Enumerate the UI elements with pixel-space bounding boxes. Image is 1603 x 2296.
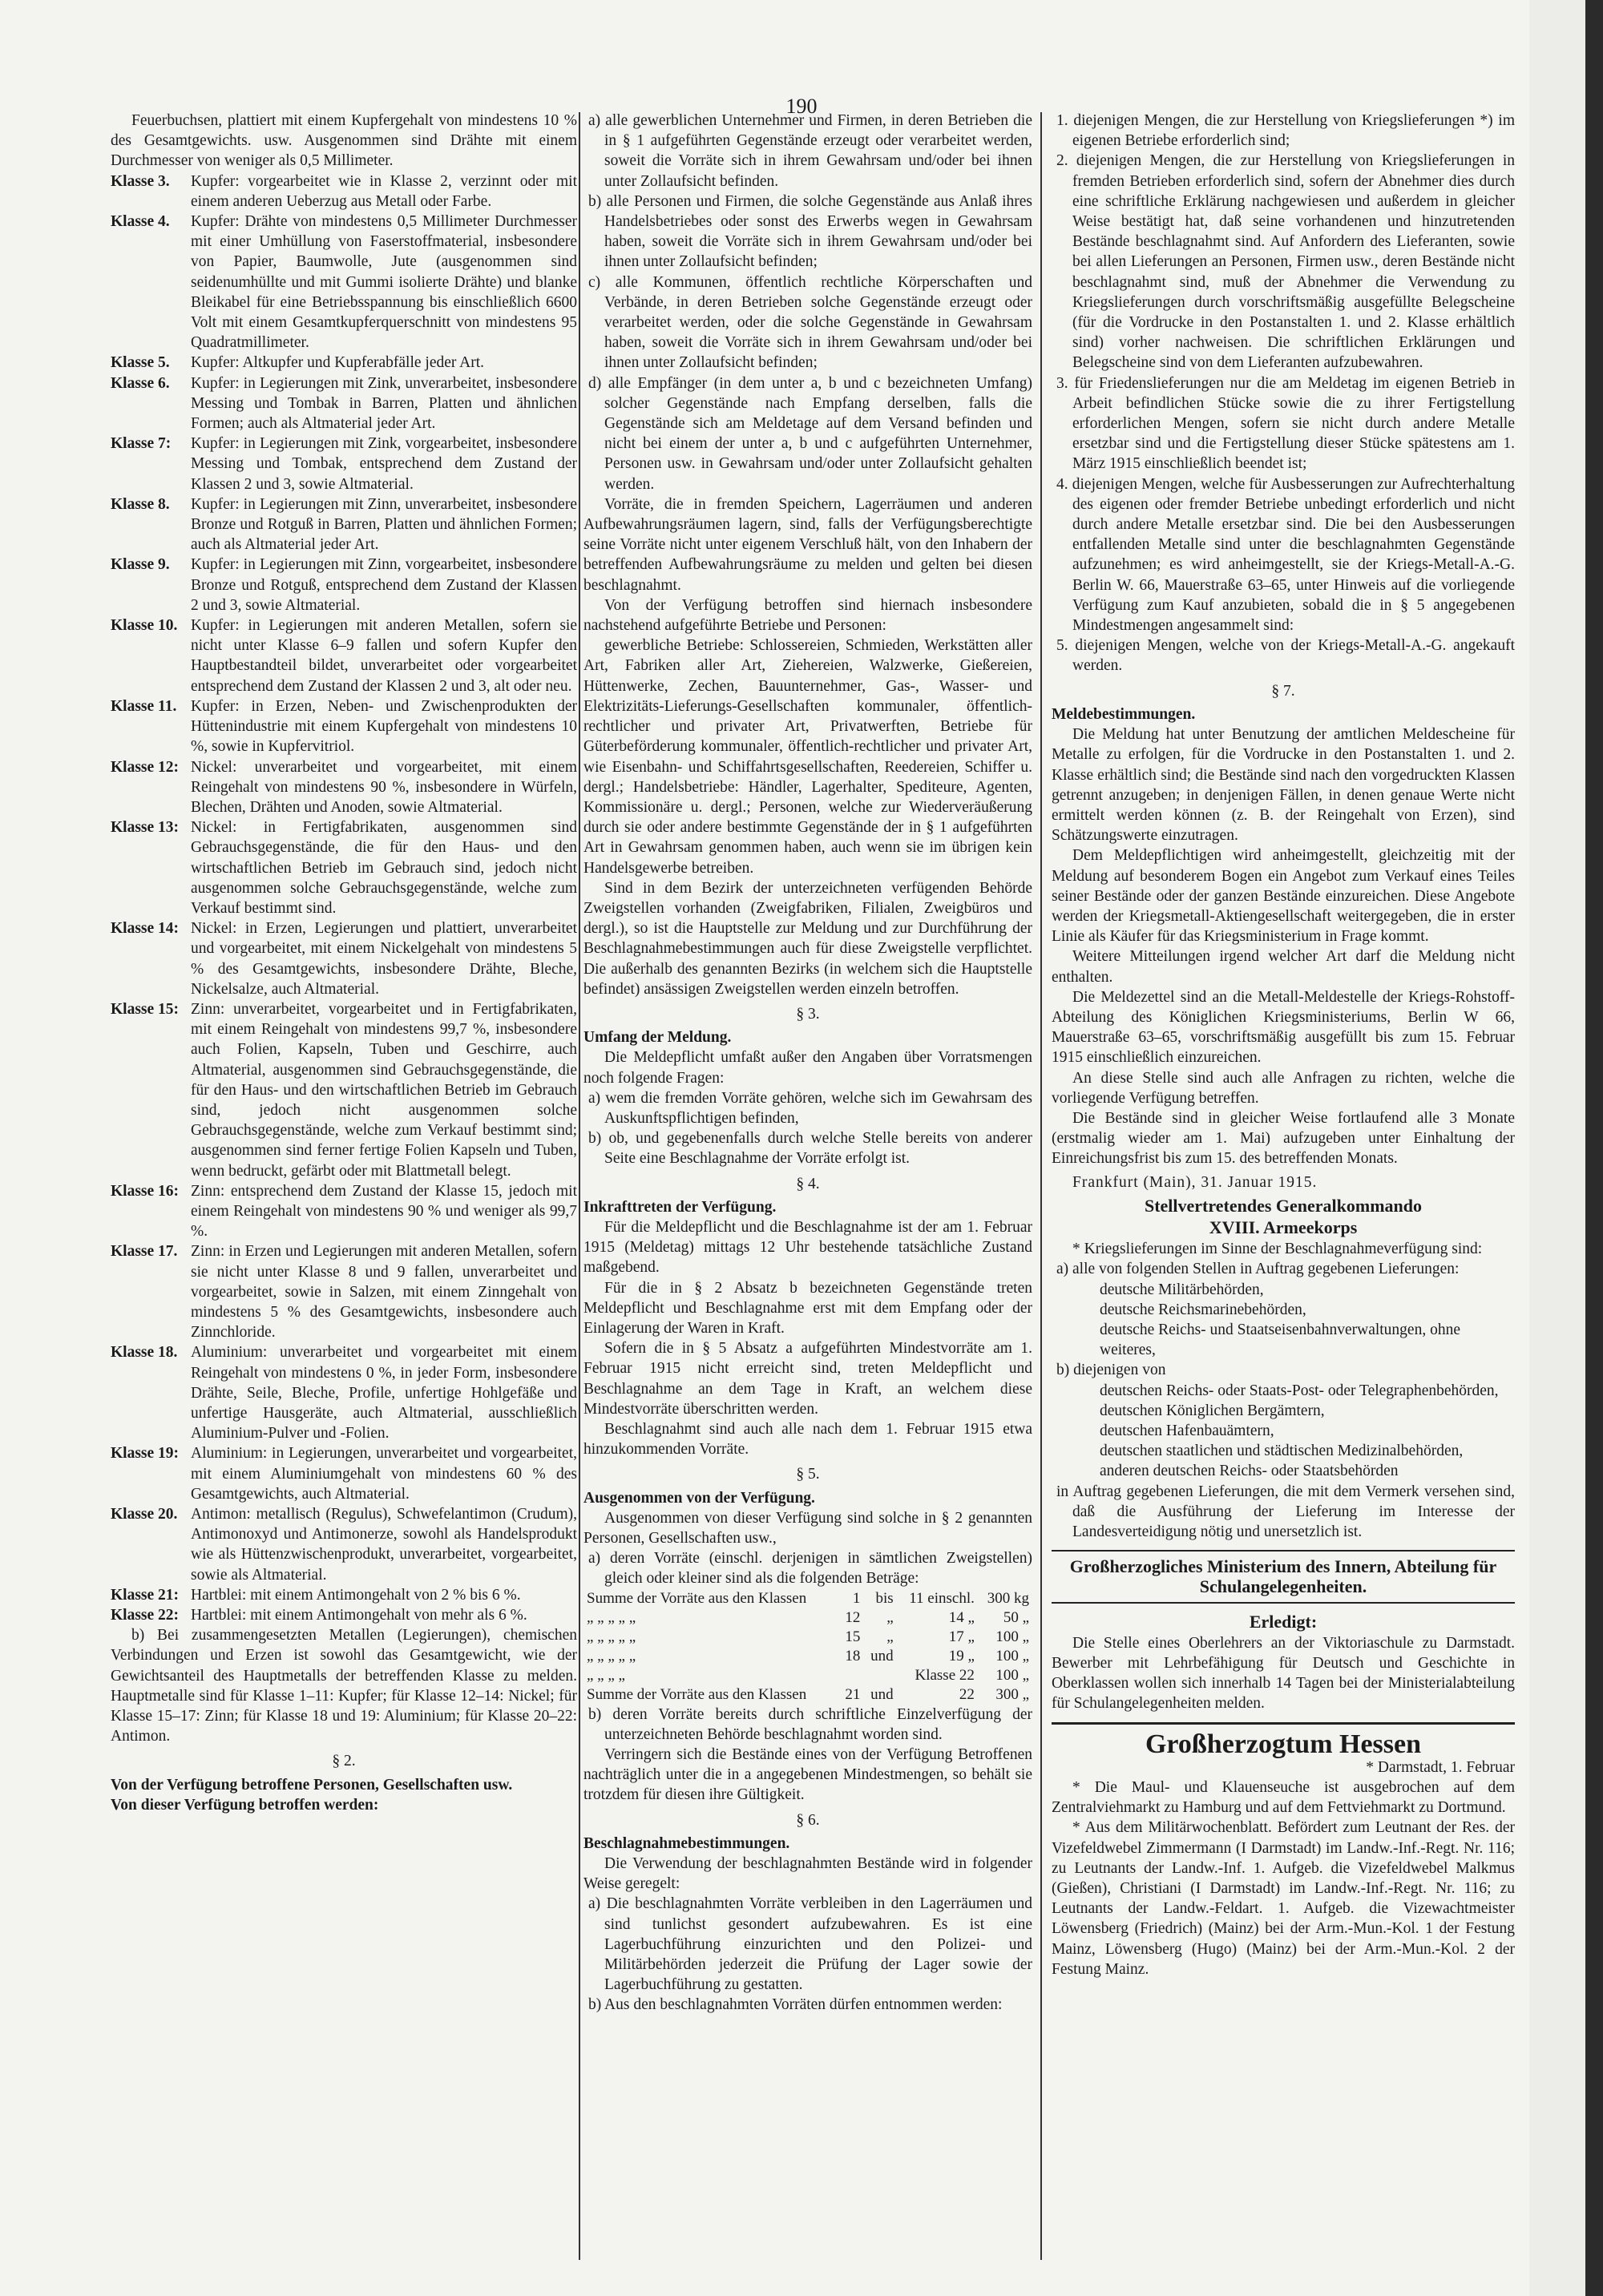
klasse-text: Kupfer: vorgearbeitet wie in Klasse 2, verzinnt oder mit einem anderen Ueberzug aus Metall oder Farbe. [191, 172, 577, 210]
section-number: § 3. [796, 1005, 820, 1023]
klasse-text: Kupfer: in Legierungen mit anderen Metallen, sofern sie nicht unter Klasse 6–9 fallen und sofern Kupfer den Hauptbestandteil bildet, unverarbeitet oder vorgearbeitet entsprechend dem Zustand der Klassen 2 und 3, alt oder neu. [191, 617, 577, 695]
klasse-text: Zinn: entsprechend dem Zustand der Klasse 15, jedoch mit einem Reingehalt von mindestens 90 % und weniger als 99,7 %. [191, 1182, 577, 1241]
paragraph: Ausgenommen von dieser Verfügung sind solche in § 2 genannten Personen, Gesellschaften usw., [583, 1509, 1032, 1547]
table-cell: „ [886, 1628, 894, 1645]
klasse-label: Klasse 16: [111, 1182, 180, 1200]
table-cell: Summe der Vorräte aus den Klassen [587, 1685, 807, 1703]
klasse-text: Nickel: unverarbeitet und vorgearbeitet, mit einem Reingehalt von mindestens 90 %, insbesondere in Würfeln, Blechen, Drähten und Anoden, sowie Altmaterial. [191, 758, 577, 816]
table-cell: 12 [845, 1608, 861, 1626]
paragraph: An diese Stelle sind auch alle Anfragen zu richten, welche die vorliegende Verfügung betreffen. [1052, 1069, 1515, 1107]
table-cell: 100 „ [995, 1628, 1029, 1645]
klasse-text: Zinn: unverarbeitet, vorgearbeitet und in Fertigfabrikaten, mit einem Reingehalt von mindestens 99,7 %, insbesondere auch Folien, Kapseln, Tuben und Geschirre, auch Altmaterial, ausgenommen sind Gebrauchsgegenstände, die für den Haus- und den wirtschaftlichen Betrieb im Gebrauch sind, jedoch nicht ausgenommen solche Gebrauchsgegenstände, welche zum Verkauf bestimmt sind; ausgenommen sind ferner fertige Folien Kapseln und Tuben, wenn bedruckt, gefärbt oder mit Blattmetall belegt. [191, 1000, 577, 1180]
klasse-label: Klasse 17. [111, 1243, 178, 1261]
klasse-entry [111, 555, 577, 615]
klasse-text: Nickel: in Fertigfabrikaten, ausgenommen sind Gebrauchsgegenstände, die für den Haus- und den wirtschaftlichen Betrieb im Gebrauch sind, jedoch nicht ausgenommen solche Gebrauchsgegenstände, welche zum Verkauf bestimmt sind. [191, 819, 577, 917]
table-cell: bis [875, 1589, 894, 1607]
paragraph: Sind in dem Bezirk der unterzeichneten verfügenden Behörde Zweigstellen vorhanden (Zweigfabriken, Filialen, Zweigbüros und dergl.), so ist die Hauptstelle zur Meldung und zur Durchführung der Beschlagnahmebestimmungen auch für diese Zweigstelle verpflichtet. Die außerhalb des genannten Bezirks (in welchem sich die Hauptstelle befindet) ansässigen Zweigstellen werden einzeln betroffen. [583, 879, 1032, 998]
klasse-label: Klasse 9. [111, 556, 170, 574]
klasse-entry [111, 1241, 577, 1342]
centered-heading: Stellvertretendes Generalkommando [1144, 1195, 1423, 1216]
table-cell: 14 „ [948, 1608, 975, 1626]
section-heading: Inkrafttreten der Verfügung. [583, 1198, 777, 1216]
list-item: a) alle gewerblichen Unternehmer und Firmen, in deren Betrieben die in § 1 aufgeführten Gegenstände erzeugt oder verarbeitet werden, soweit die Vorräte sich in ihrem Gewahrsam und/oder bei ihnen unter Zollaufsicht befinden. [588, 112, 1032, 190]
klasse-entry [111, 171, 577, 212]
klasse-entry [111, 434, 577, 494]
list-item: b) ob, und gegebenenfalls durch welche Stelle bereits von anderer Seite eine Beschlagnahme der Vorräte erfolgt ist. [588, 1130, 1032, 1168]
klasse-label: Klasse 19: [111, 1445, 180, 1463]
klasse-entry [111, 918, 577, 999]
table-cell: 22 [959, 1685, 975, 1703]
klasse-entry [111, 1504, 577, 1585]
klasse-label: Klasse 7: [111, 435, 172, 453]
section-heading: Umfang der Meldung. [583, 1029, 732, 1047]
sub-item: anderen deutschen Reichs- oder Staatsbehörden [1100, 1463, 1399, 1480]
sub-item: deutsche Militärbehörden, [1100, 1281, 1264, 1298]
klasse-entry [111, 696, 577, 757]
list-item: 3. für Friedenslieferungen nur die am Meldetag im eigenen Betrieb in Arbeit befindlichen Stücke sowie die zu ihrer Fertigstellung erforderlichen Mengen, sofern sie nicht durch andere Metalle ersetzbar sind und die Fertigstellung dieser Stücke spätestens am 1. März 1915 einschließlich beendet ist; [1056, 374, 1515, 473]
paragraph: Dem Meldepflichtigen wird anheimgestellt, gleichzeitig mit der Meldung auf besonderem Bogen ein Angebot zum Verkauf eines Teiles seiner Bestände oder der ganzen Bestände einzureichen. Diese Angebote werden der Kriegsmetall-Aktiengesellschaft weitergegeben, die in erster Linie als Käufer für das Kriegsministerium in Frage kommt. [1052, 847, 1515, 946]
page-margin [1529, 0, 1585, 2296]
klasse-text: Nickel: in Erzen, Legierungen und plattiert, unverarbeitet und vorgearbeitet, mit einem Nickelgehalt von mindestens 5 % des Gesamtgewichts, insbesondere Drähte, Bleche, Nickelsalze, auch Altmaterial. [191, 920, 577, 998]
table-cell: und [870, 1685, 894, 1703]
paragraph: * Die Maul- und Klauenseuche ist ausgebrochen auf dem Zentralviehmarkt zu Hamburg und auf dem Fettviehmarkt zu Dortmund. [1052, 1779, 1515, 1817]
table-cell: 18 [845, 1647, 861, 1664]
klasse-label: Klasse 14: [111, 920, 180, 938]
paragraph: Die Meldezettel sind an die Metall-Meldestelle der Kriegs-Rohstoff-Abteilung des Königlichen Kriegsministeriums, Berlin W 66, Mauerstraße 63–65, vorschriftsmäßig ausgefüllt bis zum 15. Februar 1915 einschließlich einzureichen. [1052, 988, 1515, 1067]
table-cell: 21 [845, 1685, 861, 1703]
section-heading: Von dieser Verfügung betroffen werden: [111, 1796, 379, 1814]
list-item: b) Aus den beschlagnahmten Vorräten dürfen entnommen werden: [588, 1996, 1003, 2014]
table-row [583, 1628, 1032, 1647]
section-heading: Beschlagnahmebestimmungen. [583, 1834, 790, 1852]
column-1 [111, 111, 577, 1815]
table-row [583, 1589, 1032, 1608]
list-item: 2. diejenigen Mengen, die zur Herstellung von Kriegslieferungen in fremden Betrieben erforderlich sind, sofern der Abnehmer dies durch eine schriftliche Erklärung nachgewiesen und außerdem in gleicher Weise bestätigt hat, daß seine vorhandenen und hinzutretenden Bestände beschlagnahmt sind. Auf Anfordern des Lieferanten, sowie bei allen Lieferungen an Personen, Firmen usw., deren Bestände nicht beschlagnahmt sind, muß der Abnehmer die Verwendung zu Kriegslieferungen durch vorschriftsmäßig ausgefüllte Belegscheine (für die Vordrucke in den Postanstalten 1. und 2. Klasse erhältlich sind) vorher nachweisen. Die schriftlichen Erklärungen und Belegscheine sind von dem Lieferanten aufzubewahren. [1056, 152, 1515, 372]
table-cell: und [870, 1647, 894, 1664]
table-cell: Summe der Vorräte aus den Klassen [587, 1589, 807, 1607]
klasse-label: Klasse 13: [111, 819, 180, 837]
table-cell: 100 „ [995, 1666, 1029, 1684]
klasse-entry [111, 1342, 577, 1443]
sub-item: deutschen Hafenbauämtern, [1100, 1422, 1274, 1439]
klasse-label: Klasse 12: [111, 758, 180, 776]
table-cell: „ „ „ „ [587, 1666, 625, 1684]
paragraph: gewerbliche Betriebe: Schlossereien, Schmieden, Werkstätten aller Art, Fabriken aller Art, Ziehereien, Walzwerke, Gießereien, Hüttenwerke, Zechen, Bauunternehmer, Gas-, Wasser- und Elektrizitäts-Lieferungs-Gesellschaften kommunaler, öffentlich-rechtlicher und privater Art, Privatwerften, Betriebe für Güterbeförderung kommunaler, öffentlich-rechtlicher und privater Art, wie Eisenbahn- und Schiffahrtsgesellschaften, Reedereien, Schiffer u. dergl.; Handelsbetriebe: Händler, Lagerhalter, Spediteure, Agenten, Kommissionäre u. dergl.; Personen, welche zur Wiederveräußerung durch sie oder andere bestimmte Gegenstände der in § 1 aufgeführten Art in Gewahrsam genommen haben, auch wenn sie im übrigen kein Handelsgewerbe betreiben. [583, 637, 1032, 877]
column-3 [1052, 111, 1515, 1979]
klasse-label: Klasse 4. [111, 213, 170, 231]
paragraph: Die Meldung hat unter Benutzung der amtlichen Meldescheine für Metalle zu erfolgen, für die Vordrucke in den Postanstalten 1. und 2. Klasse erhältlich sind; die Bestände sind nach den vorgedruckten Klassen getrennt anzugeben; in denjenigen Fällen, in denen genaue Werte nicht ermittelt werden können (z. B. der Reingehalt von Erzen), sind Schätzungswerte einzutragen. [1052, 726, 1515, 845]
paragraph: Weitere Mitteilungen irgend welcher Art darf die Meldung nicht enthalten. [1052, 948, 1515, 986]
table-row [583, 1666, 1032, 1685]
paragraph: * Aus dem Militärwochenblatt. Befördert zum Leutnant der Res. der Vizefeldwebel Zimmermann (I Darmstadt) im Landw.-Inf.-Regt. Nr. 116; zu Leutnants der Landw.-Inf. 1. Aufgeb. die Vizefeldwebel Malkmus (Gießen), Christiani (I Darmstadt) im Landw.-Inf.-Regt. Nr. 116; zu Leutnants der Landw.-Feldart. 1. Aufgeb. die Vizewachtmeister Löwensberg (Friedrich) (Mainz) bei der Arm.-Mun.-Kol. 1 der Festung Mainz, Löwensberg (Hugo) (Mainz) bei der Arm.-Mun.-Kol. 2 der Festung Mainz. [1052, 1819, 1515, 1978]
list-item: b) diejenigen von [1056, 1362, 1166, 1379]
paragraph: Die Verwendung der beschlagnahmten Bestände wird in folgender Weise geregelt: [583, 1855, 1032, 1893]
klasse-entry [111, 1181, 577, 1242]
list-item: b) alle Personen und Firmen, die solche Gegenstände aus Anlaß ihres Handelsbetriebes oder sonst des Erwerbs wegen in Gewahrsam haben, soweit die Vorräte sich in ihrem Gewahrsam und/oder bei ihnen unter Zollaufsicht befinden; [588, 192, 1032, 271]
klasse-text: Kupfer: in Legierungen mit Zink, unverarbeitet, insbesondere Messing und Tombak in Barren, Platten und ähnlichen Formen; auch als Altmaterial jeder Art. [191, 374, 577, 433]
paragraph: Beschlagnahmt sind auch alle nach dem 1. Februar 1915 etwa hinzukommenden Vorräte. [583, 1421, 1032, 1459]
paragraph: Feuerbuchsen, plattiert mit einem Kupfergehalt von mindestens 10 % des Gesamtgewichts. usw. Ausgenommen sind Drähte mit einem Durchmesser von weniger als 0,5 Millimeter. [111, 112, 577, 170]
klasse-entry [111, 757, 577, 818]
klasse-entry [111, 615, 577, 696]
section-heading: Ausgenommen von der Verfügung. [583, 1489, 815, 1507]
klasse-entry [111, 999, 577, 1181]
list-item: b) deren Vorräte bereits durch schriftliche Einzelverfügung der unterzeichneten Behörde beschlagnahmt worden sind. [588, 1705, 1032, 1743]
klasse-entry [111, 494, 577, 555]
klasse-entry [111, 1443, 577, 1504]
klasse-label: Klasse 8. [111, 495, 170, 513]
klasse-text: Kupfer: in Legierungen mit Zink, vorgearbeitet, insbesondere Messing und Tombak, entsprechend dem Zustand der Klassen 2 und 3, sowie Altmaterial. [191, 435, 577, 493]
paragraph: b) Bei zusammengesetzten Metallen (Legierungen), chemischen Verbindungen und Erzen ist sowohl das Gesamtgewicht, wie der Gewichtsanteil des Hauptmetalls der betreffenden Klasse zu melden. Hauptmetalle sind für Klasse 1–11: Kupfer; für Klasse 12–14: Nickel; für Klasse 15–17: Zinn; für Klasse 18 und 19: Aluminium; für Klasse 20–22: Antimon. [111, 1627, 577, 1745]
sub-item: deutsche Reichs- und Staatseisenbahnverwaltungen, ohne weiteres, [1100, 1321, 1460, 1359]
section-heading: Meldebestimmungen. [1052, 705, 1196, 723]
region-heading: Großherzogtum Hessen [1052, 1722, 1515, 1754]
signature-dateline: Frankfurt (Main), 31. Januar 1915. [1072, 1173, 1318, 1191]
table-cell: „ „ „ „ „ [587, 1647, 636, 1664]
klasse-entry [111, 817, 577, 918]
paragraph: Für die Meldepflicht und die Beschlagnahme ist der am 1. Februar 1915 (Meldetag) mittags 12 Uhr bestehende tatsächliche Zustand maßgebend. [583, 1218, 1032, 1277]
klasse-entry [111, 1605, 577, 1625]
sub-item: deutschen Königlichen Bergämtern, [1100, 1402, 1325, 1419]
klasse-label: Klasse 6. [111, 374, 170, 392]
table-cell: 50 „ [1003, 1608, 1029, 1626]
list-item: 4. diejenigen Mengen, welche für Ausbesserungen zur Aufrechterhaltung des eigenen oder fremder Betriebe unbedingt erforderlich und nicht durch andere Metalle ersetzbar sind. Die bei den Ausbesserungen entfallenden Metalle sind unter die beschlagnahmten Gegenstände aufzunehmen; es wird anheimgestellt, sie der Kriegs-Metall-A.-G. Berlin W. 66, Mauerstraße 63–65, unter Hinweis auf die vorliegende Verfügung zum Kauf anzubieten, sobald die in § 5 angegebenen Mindestmengen angesammelt sind: [1056, 475, 1515, 635]
table-cell: 11 einschl. [909, 1589, 975, 1607]
klasse-text: Zinn: in Erzen und Legierungen mit anderen Metallen, sofern sie nicht unter Klasse 8 und 9 fallen, unverarbeitet und vorgearbeitet, sowie in Salzen, mit einem Zinngehalt von mindestens 5 % des Gesamtgewichts, insbesondere auch Zinnchloride. [191, 1243, 577, 1342]
list-item: in Auftrag gegebenen Lieferungen, die mit dem Vermerk versehen sind, daß die Ausführung der Lieferung im Interesse der Landesverteidigung nötig und unersetzlich ist. [1056, 1483, 1515, 1541]
klasse-label: Klasse 3. [111, 172, 170, 190]
table-cell: Klasse 22 [915, 1666, 975, 1684]
scan-edge [1585, 0, 1603, 2296]
paragraph: Von der Verfügung betroffen sind hiernach insbesondere nachstehend aufgeführte Betriebe und Personen: [583, 596, 1032, 635]
klasse-entry [111, 212, 577, 353]
klasse-text: Hartblei: mit einem Antimongehalt von mehr als 6 %. [191, 1607, 527, 1624]
klasse-label: Klasse 15: [111, 1000, 180, 1018]
klasse-entry [111, 373, 577, 434]
minimum-stock-table [583, 1589, 1032, 1705]
klasse-text: Kupfer: in Legierungen mit Zinn, unverarbeitet, insbesondere Bronze und Rotguß in Barren, Platten und ähnlichen Formen; auch als Altmaterial jeder Art. [191, 495, 577, 554]
table-cell: 300 kg [987, 1589, 1029, 1607]
table-cell: „ [886, 1608, 894, 1626]
klasse-label: Klasse 5. [111, 354, 170, 372]
list-item: a) alle von folgenden Stellen in Auftrag gegebenen Lieferungen: [1056, 1261, 1460, 1278]
paragraph: Die Bestände sind in gleicher Weise fortlaufend alle 3 Monate (erstmalig wieder am 1. Mai) aufzugeben unter Einhaltung der Einreichungsfrist bis zum 15. des betreffenden Monats. [1052, 1109, 1515, 1168]
klasse-label: Klasse 21: [111, 1586, 180, 1604]
table-cell: 300 „ [995, 1685, 1029, 1703]
klasse-entry [111, 1585, 577, 1605]
klasse-text: Kupfer: in Legierungen mit Zinn, vorgearbeitet, insbesondere Bronze und Rotguß, entsprechend dem Zustand der Klassen 2 und 3, sowie Altmaterial. [191, 556, 577, 614]
klasse-text: Kupfer: Altkupfer und Kupferabfälle jeder Art. [191, 354, 485, 372]
table-cell: „ „ „ „ „ [587, 1628, 636, 1645]
sub-item: deutsche Reichsmarinebehörden, [1100, 1301, 1306, 1318]
paragraph: Die Meldepflicht umfaßt außer den Angaben über Vorratsmengen noch folgende Fragen: [583, 1049, 1032, 1087]
klasse-label: Klasse 11. [111, 697, 177, 715]
list-item: a) Die beschlagnahmten Vorräte verbleiben in den Lagerräumen und sind tunlichst gesondert aufzubewahren. Es ist eine Lagerbuchführung einzurichten und den Polizei- und Militärbehörden jederzeit die Prüfung der Lager sowie der Lagerbuchführung zu gestatten. [588, 1895, 1032, 1994]
table-cell: 17 „ [948, 1628, 975, 1645]
section-heading: Von der Verfügung betroffene Personen, Gesellschaften usw. [111, 1776, 513, 1794]
table-cell: 15 [845, 1628, 861, 1645]
section-number: § 4. [796, 1175, 820, 1192]
klasse-label: Klasse 20. [111, 1506, 178, 1523]
centered-heading: XVIII. Armeekorps [1209, 1217, 1358, 1237]
paragraph: Verringern sich die Bestände eines von der Verfügung Betroffenen nachträglich unter die in a angegebenen Mindestmengen, so behält sie trotzdem für diesen ihre Gültigkeit. [583, 1746, 1032, 1804]
table-cell: 100 „ [995, 1647, 1029, 1664]
table-row [583, 1685, 1032, 1705]
klasse-text: Aluminium: in Legierungen, unverarbeitet und vorgearbeitet, mit einem Aluminiumgehalt von mindestens 60 % des Gesamtgewichts, auch Altmaterial. [191, 1445, 577, 1503]
list-item: d) alle Empfänger (in dem unter a, b und c bezeichneten Umfang) solcher Gegenstände nach Empfang derselben, falls die Gegenstände sich am Meldetage auf dem Versand befinden und nicht bei einem der unter a, b und c aufgeführten Unternehmer, Personen usw. in Gewahrsam und/oder unter Zollaufsicht gehalten werden. [588, 374, 1032, 493]
klasse-text: Kupfer: in Erzen, Neben- und Zwischenprodukten der Hüttenindustrie mit einem Kupfergehalt von mindestens 10 %, sowie in Kupfervitriol. [191, 697, 577, 756]
column-2 [583, 111, 1032, 2016]
klasse-entry [111, 353, 577, 373]
section-number: § 7. [1271, 682, 1295, 700]
table-cell: 1 [852, 1589, 861, 1607]
klasse-label: Klasse 10. [111, 617, 178, 635]
list-item: a) wem die fremden Vorräte gehören, welche sich im Gewahrsam des Auskunftspflichtigen befinden, [588, 1089, 1032, 1127]
list-item: a) deren Vorräte (einschl. derjenigen in sämtlichen Zweigstellen) gleich oder kleiner sind als die folgenden Beträge: [588, 1550, 1032, 1588]
ministry-heading: Großherzogliches Ministerium des Innern, Abteilung für Schulangelegenheiten. [1052, 1550, 1515, 1603]
page-number: 190 [785, 95, 818, 118]
column-divider [579, 112, 580, 2260]
list-item: 5. diejenigen Mengen, welche von der Kriegs-Metall-A.-G. angekauft werden. [1056, 637, 1515, 675]
klasse-text: Antimon: metallisch (Regulus), Schwefelantimon (Crudum), Antimonoxyd und Antimonerze, sowohl als Handelsprodukt wie als Hüttenzwischenprodukt, unverarbeitet, vorgearbeitet, sowie als Altmaterial. [191, 1506, 577, 1584]
klasse-label: Klasse 18. [111, 1344, 178, 1362]
dateline: * Darmstadt, 1. Februar [1366, 1758, 1515, 1776]
paragraph: Die Stelle eines Oberlehrers an der Viktoriaschule zu Darmstadt. Bewerber mit Lehrbefähigung für Deutsch und Geschichte in Oberklassen wollen sich innerhalb 14 Tagen bei der Ministerialabteilung für Schulangelegenheiten melden. [1052, 1634, 1515, 1713]
list-item: c) alle Kommunen, öffentlich rechtliche Körperschaften und Verbände, in deren Betrieben solche Gegenstände erzeugt oder verarbeitet werden, oder die solche Gegenstände in Gewahrsam haben, soweit die Vorräte sich in ihrem Gewahrsam und/oder bei ihnen unter Zollaufsicht befinden; [588, 273, 1032, 372]
klasse-text: Kupfer: Drähte von mindestens 0,5 Millimeter Durchmesser mit einer Umhüllung von Faserstoffmaterial, insbesondere von Papier, Baumwolle, Jute (ausgenommen sind seidenumhüllte und mit Gummi isolierte Drähte) und blanke Bleikabel für eine Betriebsspannung bis einschließlich 6600 Volt mit einem Gesamtkupferquerschnitt von mindestens 95 Quadratmillimeter. [191, 213, 577, 352]
klasse-label: Klasse 22: [111, 1607, 180, 1624]
paragraph: * Kriegslieferungen im Sinne der Beschlagnahmeverfügung sind: [1072, 1241, 1483, 1258]
table-cell [839, 1666, 864, 1685]
table-cell: 19 „ [948, 1647, 975, 1664]
section-number: § 2. [332, 1753, 356, 1770]
paragraph: Vorräte, die in fremden Speichern, Lagerräumen und anderen Aufbewahrungsräumen lagern, sind, falls der Verfügungsberechtigte seine Vorräte nicht unter eigenem Verschluß hält, von den Inhabern der betreffenden Aufbewahrungsräume zu melden und gelten bei diesen beschlagnahmt. [583, 495, 1032, 594]
column-divider [1040, 112, 1042, 2260]
list-item: 1. diejenigen Mengen, die zur Herstellung von Kriegslieferungen *) im eigenen Betriebe erforderlich sind; [1056, 112, 1515, 150]
section-number: § 6. [796, 1811, 820, 1829]
paragraph: Sofern die in § 5 Absatz a aufgeführten Mindestvorräte am 1. Februar 1915 nicht erreicht sind, treten Meldepflicht und Beschlagnahme an dem Tage in Kraft, an welchem diese Mindestvorräte überschritten werden. [583, 1340, 1032, 1418]
table-row [583, 1647, 1032, 1666]
centered-heading: Erledigt: [1249, 1611, 1318, 1632]
sub-item: deutschen Reichs- oder Staats-Post- oder Telegraphenbehörden, [1100, 1382, 1499, 1399]
klasse-text: Hartblei: mit einem Antimongehalt von 2 % bis 6 %. [191, 1586, 521, 1604]
table-row [583, 1608, 1032, 1628]
klasse-text: Aluminium: unverarbeitet und vorgearbeitet mit einem Reingehalt von mindestens 0 %, in jeder Form, insbesondere Drähte, Seile, Bleche, Profile, unfertige Hohlgefäße und unfertige Hausgeräte, auch Altmaterial, ausschließlich Aluminium-Pulver und -Folien. [191, 1344, 577, 1443]
table-cell: „ „ „ „ „ [587, 1608, 636, 1626]
paragraph: Für die in § 2 Absatz b bezeichneten Gegenstände treten Meldepflicht und Beschlagnahme erst mit dem Empfang oder der Einlagerung der Waren in Kraft. [583, 1279, 1032, 1337]
sub-item: deutschen staatlichen und städtischen Medizinalbehörden, [1100, 1443, 1464, 1460]
table-cell [863, 1666, 896, 1685]
section-number: § 5. [796, 1466, 820, 1483]
